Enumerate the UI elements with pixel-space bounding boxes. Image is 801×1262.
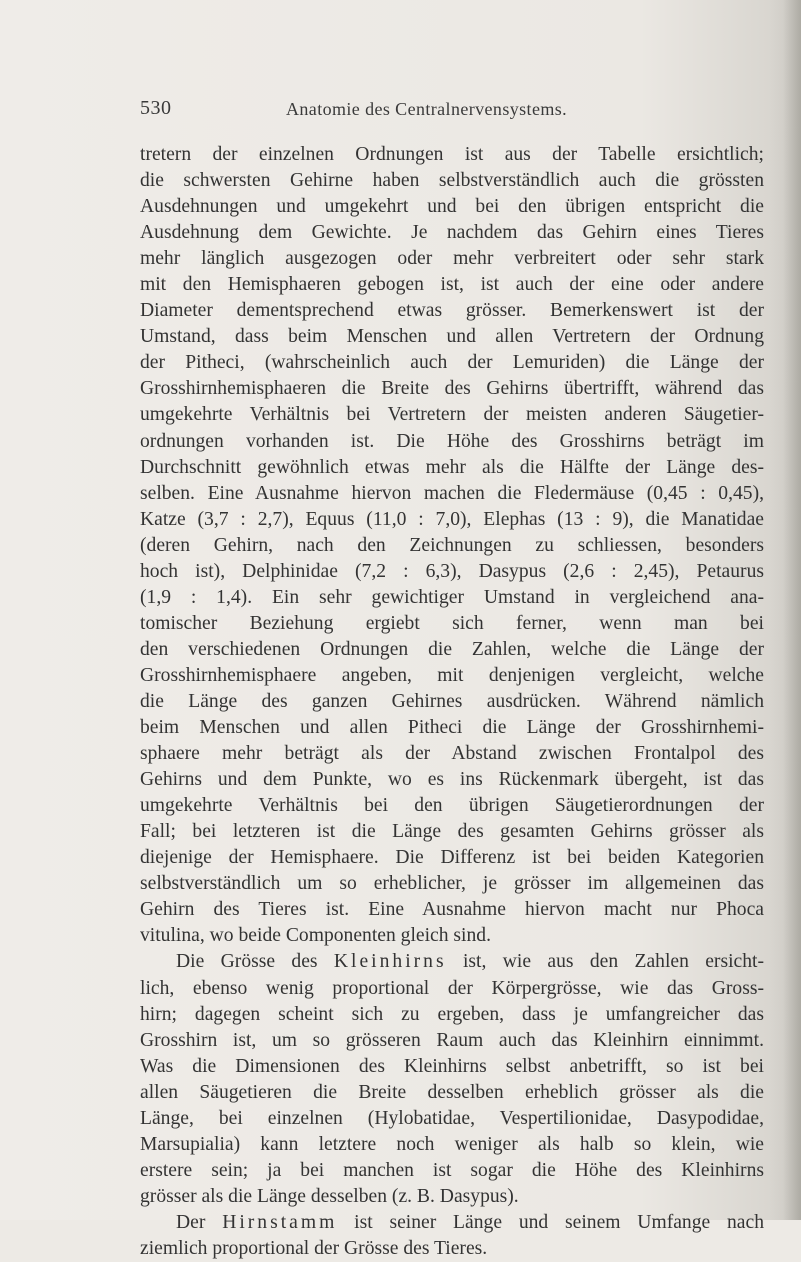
text-line: (1,9 : 1,4). Ein sehr gewichtiger Umstand in vergleichend ana- bbox=[140, 586, 764, 608]
text-line: Fall; bei letzteren ist die Länge des gesamten Gehirns grösser als bbox=[140, 821, 764, 843]
text-run: Die Grösse des bbox=[176, 951, 334, 973]
emphasized-term: Kleinhirns bbox=[333, 951, 447, 973]
text-run: ist seiner Länge und seinem Umfange nach bbox=[337, 1211, 764, 1233]
text-line: Umstand, dass beim Menschen und allen Vertretern der Ordnung bbox=[140, 326, 764, 348]
text-line: Gehirns und dem Punkte, wo es ins Rückenmark übergeht, ist das bbox=[140, 769, 764, 791]
text-line: selben. Eine Ausnahme hiervon machen die Fledermäuse (0,45 : 0,45), bbox=[140, 482, 764, 504]
text-line: lich, ebenso wenig proportional der Körpergrösse, wie das Gross- bbox=[140, 977, 764, 999]
text-line: Grosshirnhemisphaere angeben, mit denjenigen vergleicht, welche bbox=[140, 664, 764, 686]
text-line: ordnungen vorhanden ist. Die Höhe des Grosshirns beträgt im bbox=[140, 430, 764, 452]
text-line: tomischer Beziehung ergiebt sich ferner, wenn man bei bbox=[140, 612, 764, 634]
text-line: hirn; dagegen scheint sich zu ergeben, dass je umfangreicher das bbox=[140, 1003, 764, 1025]
paragraph-start-line bbox=[140, 1210, 764, 1236]
text-line: Katze (3,7 : 2,7), Equus (11,0 : 7,0), Elephas (13 : 9), die Manatidae bbox=[140, 508, 764, 530]
text-line: Grosshirn ist, um so grösseren Raum auch das Kleinhirn einnimmt. bbox=[140, 1029, 764, 1051]
text-line: Länge, bei einzelnen (Hylobatidae, Vespertilionidae, Dasypodidae, bbox=[140, 1107, 764, 1129]
text-line: vitulina, wo beide Componenten gleich sind. bbox=[140, 925, 491, 947]
text-line: mehr länglich ausgezogen oder mehr verbreitert oder sehr stark bbox=[140, 248, 764, 270]
text-line: Gehirn des Tieres ist. Eine Ausnahme hiervon macht nur Phoca bbox=[140, 899, 764, 921]
text-line: Ausdehnungen und umgekehrt und bei den übrigen entspricht die bbox=[140, 196, 764, 218]
text-line: der Pitheci, (wahrscheinlich auch der Lemuriden) die Länge der bbox=[140, 352, 764, 374]
page-edge-shadow bbox=[783, 0, 801, 1220]
text-line: ziemlich proportional der Grösse des Tieres. bbox=[140, 1237, 488, 1259]
text-line: hoch ist), Delphinidae (7,2 : 6,3), Dasypus (2,6 : 2,45), Petaurus bbox=[140, 560, 764, 582]
text-line: Was die Dimensionen des Kleinhirns selbst anbetrifft, so ist bei bbox=[140, 1055, 764, 1077]
text-line: sphaere mehr beträgt als der Abstand zwischen Frontalpol des bbox=[140, 743, 764, 765]
body-text bbox=[140, 142, 764, 1262]
text-line: erstere sein; ja bei manchen ist sogar die Höhe des Kleinhirns bbox=[140, 1159, 764, 1181]
text-line: tretern der einzelnen Ordnungen ist aus der Tabelle ersichtlich; bbox=[140, 144, 764, 165]
text-line: (deren Gehirn, nach den Zeichnungen zu schliessen, besonders bbox=[140, 534, 764, 556]
emphasized-term: Hirnstamm bbox=[222, 1211, 338, 1233]
text-line: Ausdehnung dem Gewichte. Je nachdem das Gehirn eines Tieres bbox=[140, 222, 764, 244]
text-line: umgekehrte Verhältnis bei den übrigen Säugetierordnungen der bbox=[140, 795, 764, 817]
text-line: beim Menschen und allen Pitheci die Länge der Grosshirnhemi- bbox=[140, 717, 764, 739]
text-line: Durchschnitt gewöhnlich etwas mehr als die Hälfte der Länge des- bbox=[140, 456, 764, 478]
page-number: 530 bbox=[140, 97, 172, 119]
text-run: ist, wie aus den Zahlen ersicht- bbox=[446, 951, 764, 973]
text-line: selbstverständlich um so erheblicher, je grösser im allgemeinen das bbox=[140, 873, 764, 895]
text-line: grösser als die Länge desselben (z. B. Dasypus). bbox=[140, 1185, 519, 1207]
text-line: die Länge des ganzen Gehirnes ausdrücken. Während nämlich bbox=[140, 690, 764, 712]
running-title: Anatomie des Centralnervensystems. bbox=[286, 99, 568, 119]
text-line: Marsupialia) kann letztere noch weniger als halb so klein, wie bbox=[140, 1133, 764, 1155]
text-line: Grosshirnhemisphaeren die Breite des Gehirns übertrifft, während das bbox=[140, 378, 764, 400]
paragraph-start-line bbox=[140, 949, 764, 975]
text-line: diejenige der Hemisphaere. Die Differenz ist bei beiden Kategorien bbox=[140, 847, 764, 869]
text-line: die schwersten Gehirne haben selbstverständlich auch die grössten bbox=[140, 170, 764, 192]
text-line: allen Säugetieren die Breite desselben erheblich grösser als die bbox=[140, 1081, 764, 1103]
text-line: den verschiedenen Ordnungen die Zahlen, welche die Länge der bbox=[140, 638, 764, 660]
text-run: Der bbox=[176, 1211, 223, 1233]
text-line: mit den Hemisphaeren gebogen ist, ist auch der eine oder andere bbox=[140, 274, 764, 296]
page-header bbox=[140, 97, 760, 127]
text-line: Diameter dementsprechend etwas grösser. Bemerkenswert ist der bbox=[140, 300, 764, 322]
text-line: umgekehrte Verhältnis bei Vertretern der meisten anderen Säugetier- bbox=[140, 404, 764, 426]
